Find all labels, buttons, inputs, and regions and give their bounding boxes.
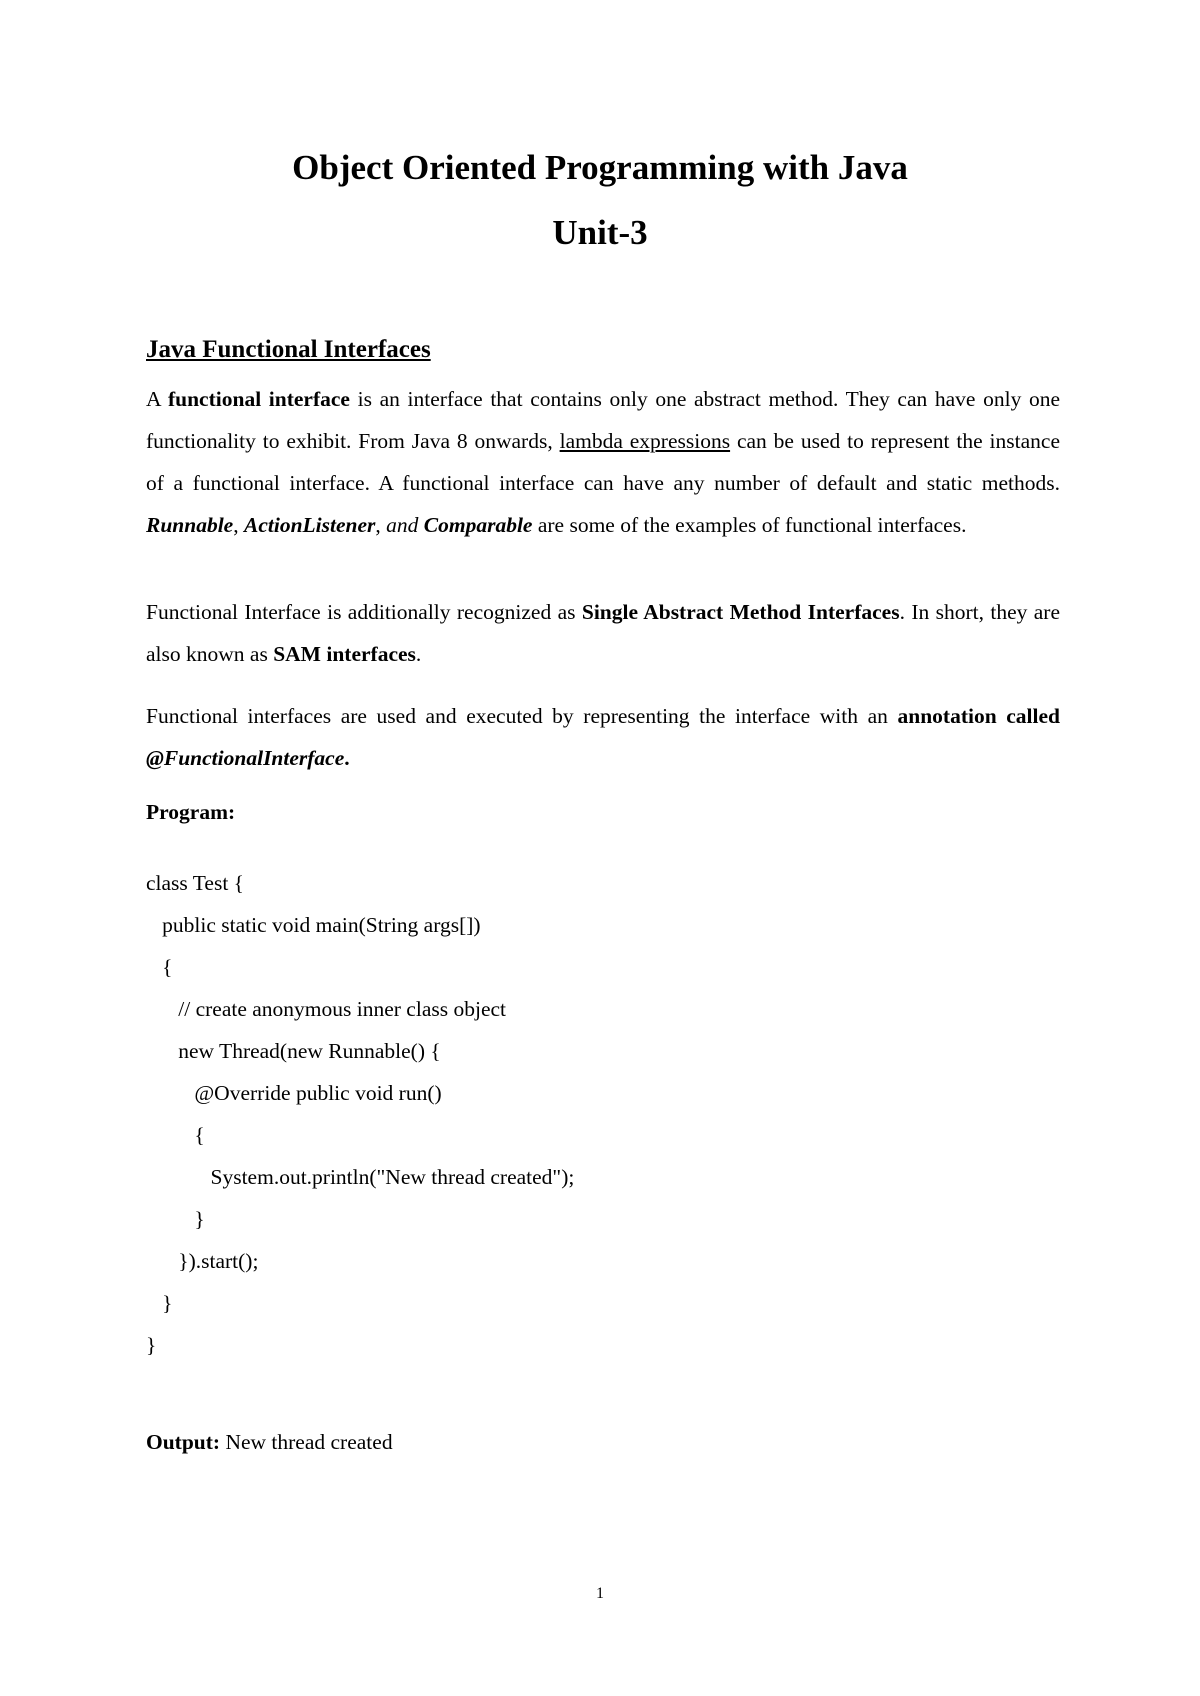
- text: ,: [375, 513, 387, 537]
- code-line: new Thread(new Runnable() {: [146, 1039, 441, 1063]
- italic-text: and: [386, 513, 419, 537]
- document-title: Object Oriented Programming with Java: [292, 148, 908, 187]
- bold-italic-term: Runnable: [146, 513, 234, 537]
- lambda-expressions-link[interactable]: lambda expressions: [559, 429, 731, 453]
- bold-term: SAM interfaces: [273, 642, 416, 666]
- text: can be used to represent the instance of a functional interface. A functional interface can have any number of default and static methods.: [146, 429, 1060, 495]
- bold-term: functional interface: [167, 387, 350, 411]
- bold-italic-term: Comparable: [423, 513, 533, 537]
- code-line: // create anonymous inner class object: [146, 997, 507, 1021]
- text: is an interface that contains only one abstract method. They can have only one functionality to exhibit. From Java 8 onwards,: [146, 387, 1060, 453]
- paragraph-annotation: [146, 695, 1060, 779]
- text: .: [415, 642, 422, 666]
- code-line: }: [146, 1333, 157, 1357]
- page-number: 1: [596, 1585, 604, 1602]
- text: A: [146, 387, 168, 411]
- code-line: class Test {: [146, 871, 244, 895]
- bold-term: annotation called: [897, 704, 1061, 728]
- bold-italic-term: ActionListener: [243, 513, 376, 537]
- paragraph-functional-interface-definition: [146, 378, 1060, 546]
- paragraph-sam-interfaces: [146, 591, 1060, 675]
- unit-title: Unit-3: [552, 213, 648, 252]
- section-heading: Java Functional Interfaces: [146, 336, 431, 363]
- code-line: {: [146, 1123, 205, 1147]
- code-block: [146, 862, 574, 1366]
- code-line: @Override public void run(): [146, 1081, 442, 1105]
- bold-term: .: [344, 746, 350, 770]
- code-line: System.out.println("New thread created");: [146, 1165, 575, 1189]
- text: ,: [233, 513, 244, 537]
- code-line: }).start();: [146, 1249, 259, 1273]
- bold-term: Single Abstract Method Interfaces: [581, 600, 900, 624]
- output-value: New thread created: [220, 1430, 393, 1454]
- bold-italic-term: @FunctionalInterface: [146, 746, 345, 770]
- text: . In short, they are also known as: [146, 600, 1060, 666]
- code-line: }: [146, 1207, 205, 1231]
- code-line: public static void main(String args[]): [146, 913, 481, 937]
- code-line: }: [146, 1291, 173, 1315]
- program-label: Program:: [146, 800, 236, 824]
- text: Functional interfaces are used and executed by representing the interface with an: [146, 704, 898, 728]
- text: are some of the examples of functional interfaces.: [532, 513, 967, 537]
- code-line: {: [146, 955, 173, 979]
- output-label: Output:: [146, 1430, 221, 1454]
- text: Functional Interface is additionally recognized as: [146, 600, 582, 624]
- output-line: [146, 1430, 393, 1455]
